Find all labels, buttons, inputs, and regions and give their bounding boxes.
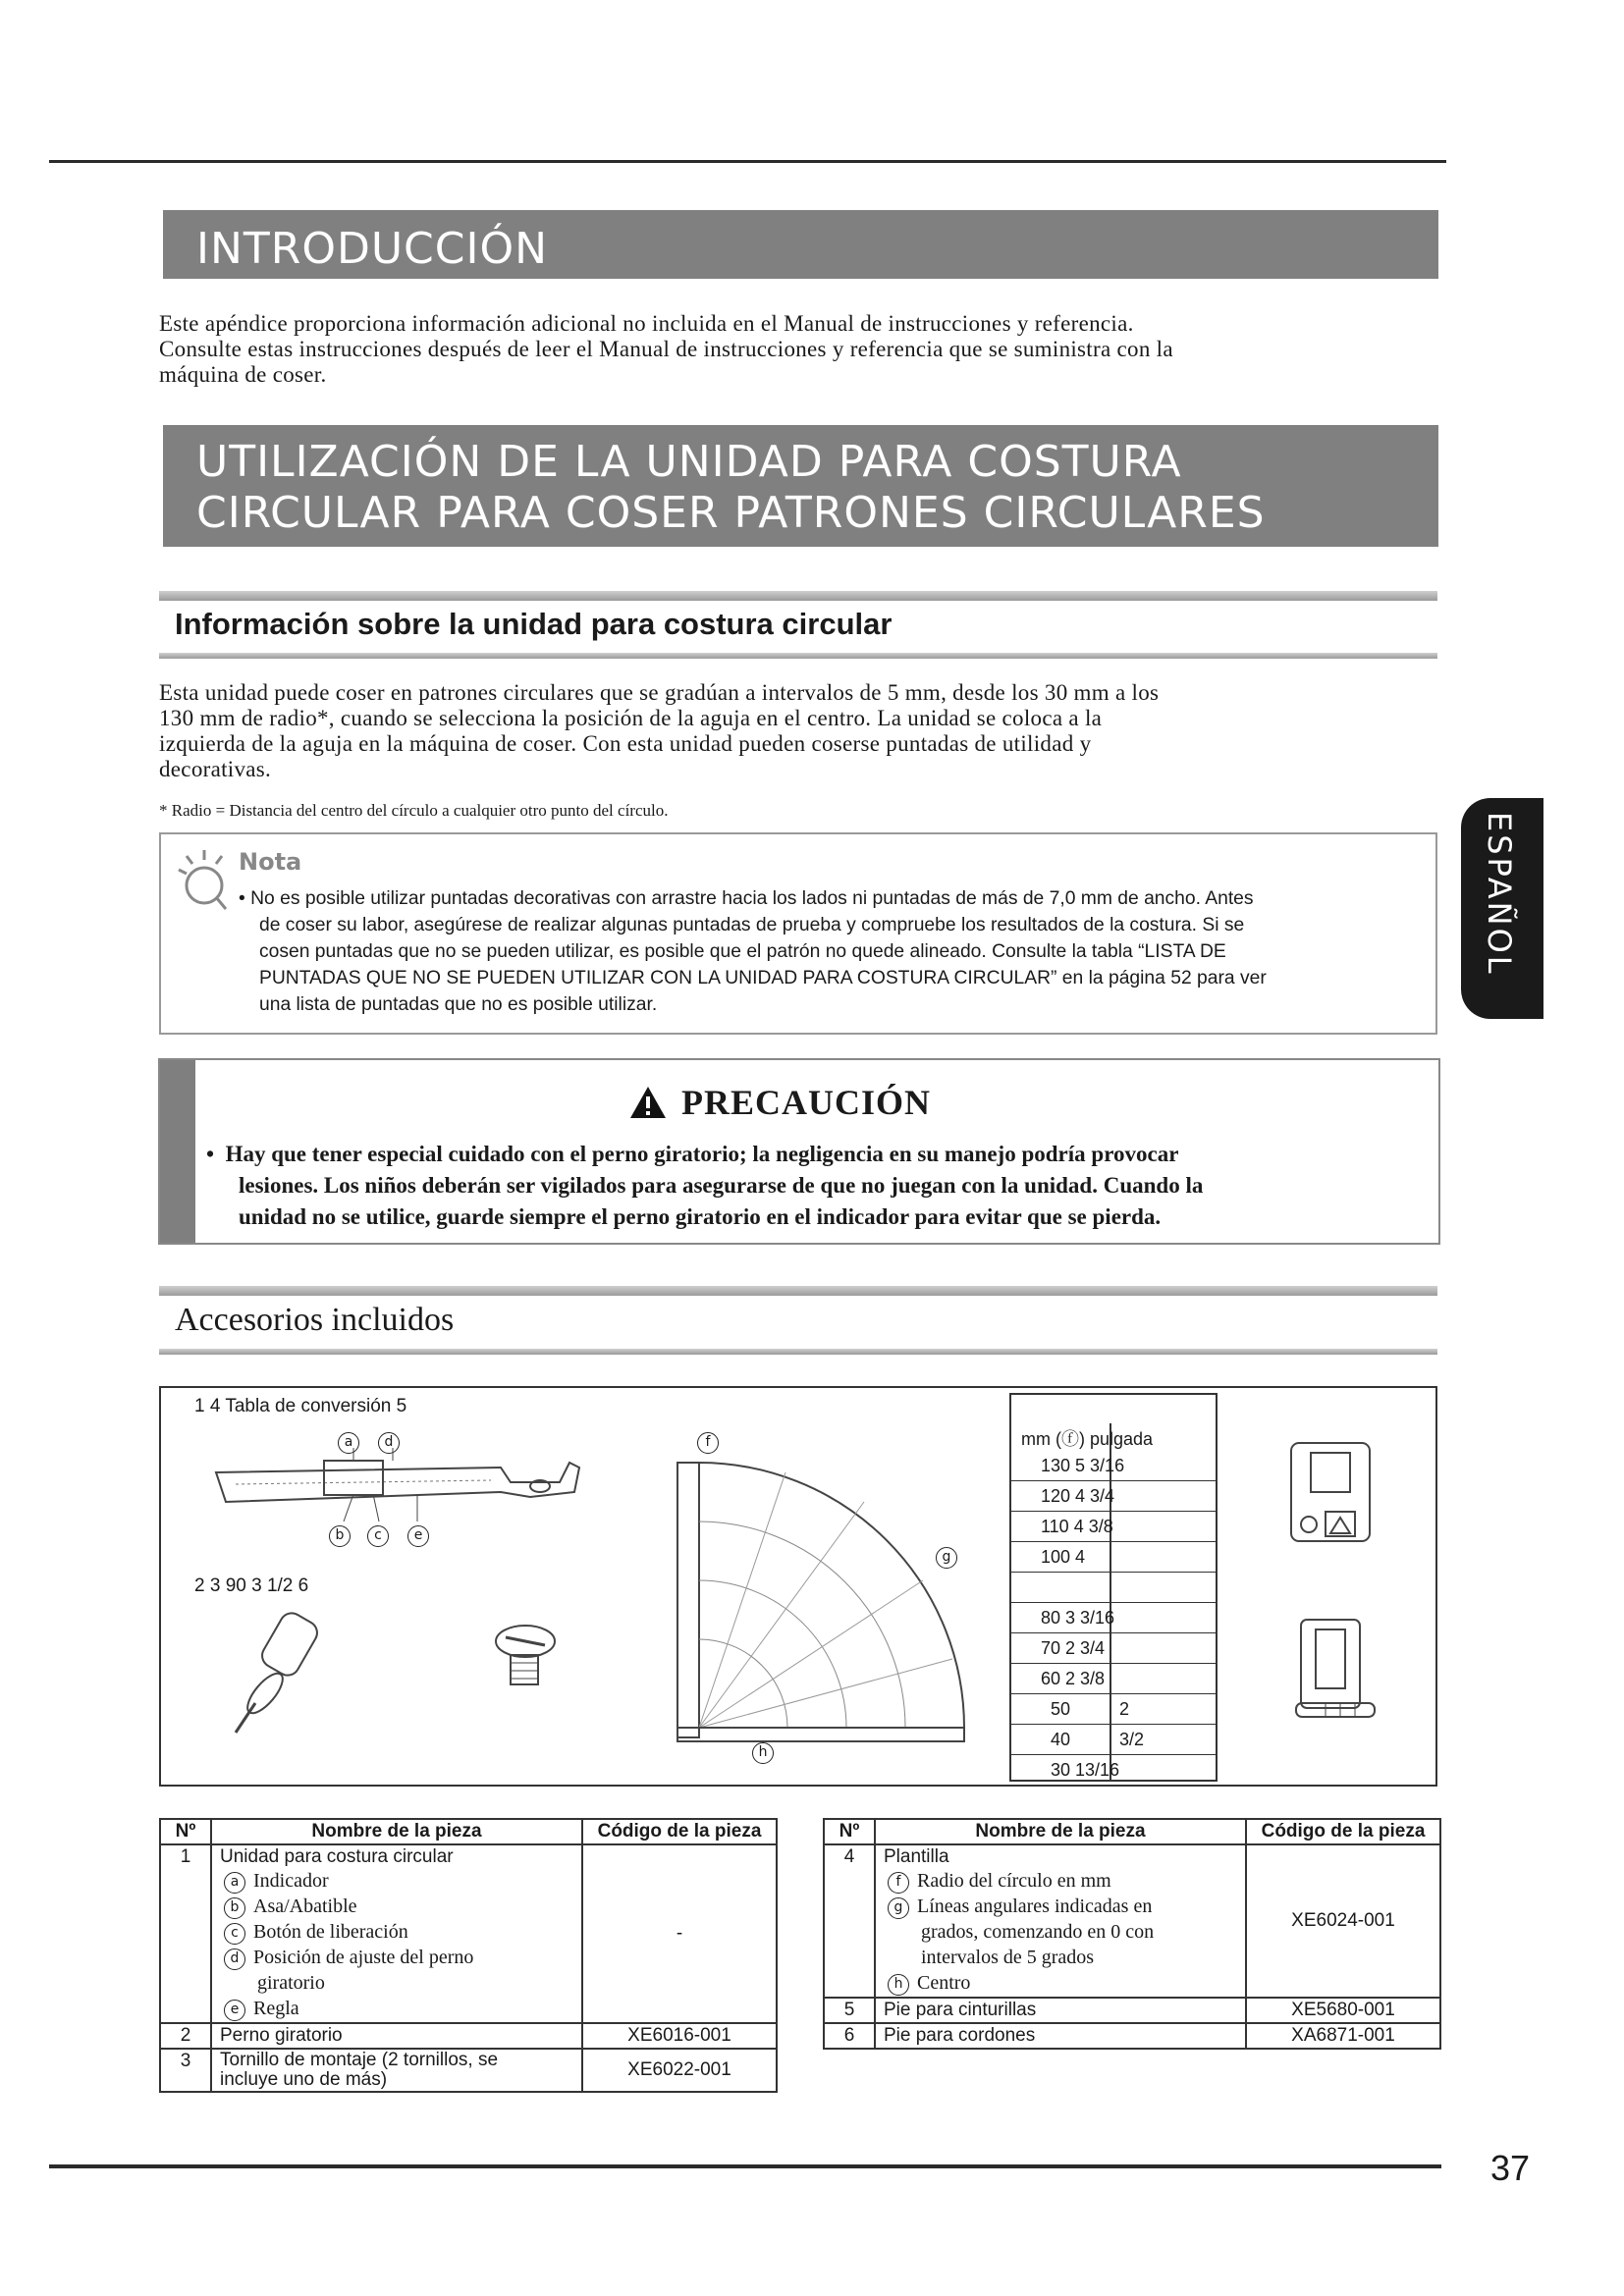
parts-table-right (823, 1818, 1441, 2050)
callout-d: d (378, 1432, 400, 1454)
footnote: * Radio = Distancia del centro del círculo a cualquier otro punto del círculo. (159, 801, 669, 820)
bullet: • (239, 888, 245, 909)
row-code: XE6022-001 (582, 2049, 777, 2092)
sub-item: Indicador (253, 1870, 329, 1892)
row-code: - (582, 1844, 777, 2023)
callout-b: b (224, 1897, 245, 1919)
warning-icon (628, 1085, 668, 1120)
screw-illustration (481, 1620, 569, 1698)
subheading-bar (159, 653, 1437, 659)
bottom-rule (49, 2164, 1441, 2168)
col-header-no: Nº (160, 1819, 211, 1844)
row-name: Pie para cordones (875, 2023, 1246, 2049)
note-lightbulb-icon (175, 846, 230, 919)
callout-h: h (888, 1974, 909, 1996)
callout-c: c (367, 1525, 389, 1547)
info-heading: Información sobre la unidad para costura circular (175, 607, 893, 641)
row-no: 5 (824, 1998, 875, 2023)
subheading-bar (159, 1349, 1437, 1355)
caution-line: lesiones. Los niños deberán ser vigilados para asegurarse de que no juegan con la unidad. Cuando la (239, 1173, 1204, 1198)
info-line: decorativas. (159, 757, 272, 781)
note-line: una lista de puntadas que no es posible utilizar. (259, 994, 658, 1015)
table-row (824, 2023, 1440, 2049)
sub-item: grados, comenzando en 0 con (921, 1921, 1155, 1943)
row-code: XA6871-001 (1246, 2023, 1440, 2049)
section-title-line: CIRCULAR PARA COSER PATRONES CIRCULARES (196, 488, 1266, 538)
col-header-name: Nombre de la pieza (211, 1819, 582, 1844)
figure-label-mid: 2 3 90 3 1/2 6 (194, 1575, 309, 1596)
row-name: Tornillo de montaje (2 tornillos, se (220, 2050, 499, 2070)
sub-item: Centro (917, 1972, 971, 1994)
caution-strip (160, 1060, 195, 1243)
callout-d: d (224, 1949, 245, 1970)
row-no: 3 (160, 2049, 211, 2092)
row-name: Plantilla (884, 1846, 949, 1867)
callout-g: g (888, 1897, 909, 1919)
caution-line: unidad no se utilice, guarde siempre el perno giratorio en el indicador para evitar que se pierda. (239, 1204, 1162, 1229)
row-code: XE6024-001 (1246, 1844, 1440, 1998)
row-code: XE6016-001 (582, 2023, 777, 2049)
sub-item: intervalos de 5 grados (921, 1947, 1095, 1968)
note-line: de coser su labor, asegúrese de realizar algunas puntadas de prueba y compruebe los resultados de la costura. Si se (259, 915, 1245, 935)
figure-label-top: 1 4 Tabla de conversión 5 (194, 1396, 407, 1416)
info-line: izquierda de la aguja en la máquina de coser. Con esta unidad pueden coserse puntadas de utilidad y (159, 731, 1092, 756)
conversion-row: 130 5 3/16 (1011, 1451, 1216, 1481)
sub-item: giratorio (257, 1972, 325, 1994)
table-row (160, 2049, 777, 2092)
caution-line: Hay que tener especial cuidado con el perno giratorio; la negligencia en su manejo podría provocar (225, 1142, 1179, 1166)
section-banner (163, 425, 1438, 547)
subheading-bar (159, 1286, 1437, 1296)
parts-table-left (159, 1818, 778, 2093)
row-code: XE5680-001 (1246, 1998, 1440, 2023)
note-text (239, 885, 1427, 1018)
row-name: incluye uno de más) (220, 2069, 388, 2090)
conversion-row: 70 2 3/4 (1011, 1633, 1216, 1664)
info-line: Esta unidad puede coser en patrones circulares que se gradúan a intervalos de 5 mm, desde los 30 mm a los (159, 680, 1160, 705)
language-tab-label: ESPAÑOL (1481, 812, 1518, 977)
callout-g: g (936, 1547, 957, 1569)
callout-f: f (697, 1432, 719, 1454)
row-no: 1 (160, 1844, 211, 2023)
conversion-row: 40 3/2 (1011, 1725, 1216, 1755)
callout-a: a (224, 1872, 245, 1894)
cording-foot-illustration (1286, 1610, 1384, 1747)
callout-e: e (407, 1525, 429, 1547)
page-number: 37 (1490, 2148, 1531, 2188)
conversion-row: 100 4 (1011, 1542, 1216, 1573)
callout-e: e (224, 2000, 245, 2021)
table-row (160, 2023, 777, 2049)
callout-h: h (752, 1742, 774, 1764)
row-no: 4 (824, 1844, 875, 1998)
intro-line: máquina de coser. (159, 362, 327, 387)
sub-item: Radio del círculo en mm (917, 1870, 1111, 1892)
waistband-foot-illustration (1281, 1433, 1380, 1561)
callout-b: b (329, 1525, 351, 1547)
section-title-line: UTILIZACIÓN DE LA UNIDAD PARA COSTURA (196, 437, 1182, 487)
col-header-code: Código de la pieza (582, 1819, 777, 1844)
conversion-row: 120 4 3/4 (1011, 1481, 1216, 1512)
sub-item: Asa/Abatible (253, 1896, 357, 1917)
accessories-heading: Accesorios incluidos (175, 1302, 455, 1338)
subheading-bar (159, 591, 1437, 601)
intro-line: Consulte estas instrucciones después de leer el Manual de instrucciones y referencia que se suministra con la (159, 337, 1173, 361)
conversion-header: mm (ⓕ) pulgada (1021, 1429, 1154, 1449)
note-title: Nota (239, 848, 302, 876)
intro-text (159, 311, 1435, 388)
conversion-rows (1011, 1451, 1216, 1785)
bullet: • (206, 1142, 215, 1166)
table-row (824, 1844, 1440, 1998)
callout-f: f (888, 1872, 909, 1894)
sub-item: Posición de ajuste del perno (253, 1947, 474, 1968)
row-name: Unidad para costura circular (220, 1846, 454, 1867)
intro-line: Este apéndice proporciona información adicional no incluida en el Manual de instrucciones y referencia. (159, 311, 1134, 336)
table-row (824, 1998, 1440, 2023)
circular-unit-illustration (206, 1423, 599, 1571)
row-no: 6 (824, 2023, 875, 2049)
pivot-pin-illustration (221, 1605, 339, 1742)
info-text (159, 680, 1435, 782)
col-header-name: Nombre de la pieza (875, 1819, 1246, 1844)
conversion-row: 110 4 3/8 (1011, 1512, 1216, 1542)
row-name: Perno giratorio (211, 2023, 582, 2049)
note-line: PUNTADAS QUE NO SE PUEDEN UTILIZAR CON LA UNIDAD PARA COSTURA CIRCULAR” en la página 52 para ver (259, 968, 1267, 988)
sub-item: Regla (253, 1998, 299, 2019)
template-illustration (668, 1443, 992, 1757)
col-header-code: Código de la pieza (1246, 1819, 1440, 1844)
table-row (160, 1844, 777, 2023)
caution-text (206, 1139, 1434, 1233)
callout-c: c (224, 1923, 245, 1945)
conversion-row (1011, 1573, 1216, 1603)
row-name: Pie para cinturillas (875, 1998, 1246, 2023)
sub-item: Botón de liberación (253, 1921, 408, 1943)
row-no: 2 (160, 2023, 211, 2049)
sub-item: Líneas angulares indicadas en (917, 1896, 1153, 1917)
col-header-no: Nº (824, 1819, 875, 1844)
note-line: No es posible utilizar puntadas decorativas con arrastre hacia los lados ni puntadas de más de 7,0 mm de ancho. Antes (250, 888, 1254, 909)
caution-title: PRECAUCIÓN (681, 1083, 932, 1122)
info-line: 130 mm de radio*, cuando se selecciona la posición de la aguja en el centro. La unidad se coloca a la (159, 706, 1103, 730)
caution-header (628, 1082, 1021, 1123)
language-tab (1461, 798, 1543, 1019)
top-rule (49, 160, 1446, 163)
conversion-row: 30 13/16 (1051, 1760, 1120, 1780)
conversion-row: 60 2 3/8 (1011, 1664, 1216, 1694)
intro-banner (163, 210, 1438, 279)
intro-title: INTRODUCCIÓN (196, 224, 549, 274)
callout-a: a (338, 1432, 359, 1454)
conversion-row: 50 2 (1011, 1694, 1216, 1725)
conversion-row: 80 3 3/16 (1011, 1603, 1216, 1633)
note-line: cosen puntadas que no se pueden utilizar, es posible que el patrón no quede alineado. Consulte la tabla “LISTA DE (259, 941, 1226, 962)
